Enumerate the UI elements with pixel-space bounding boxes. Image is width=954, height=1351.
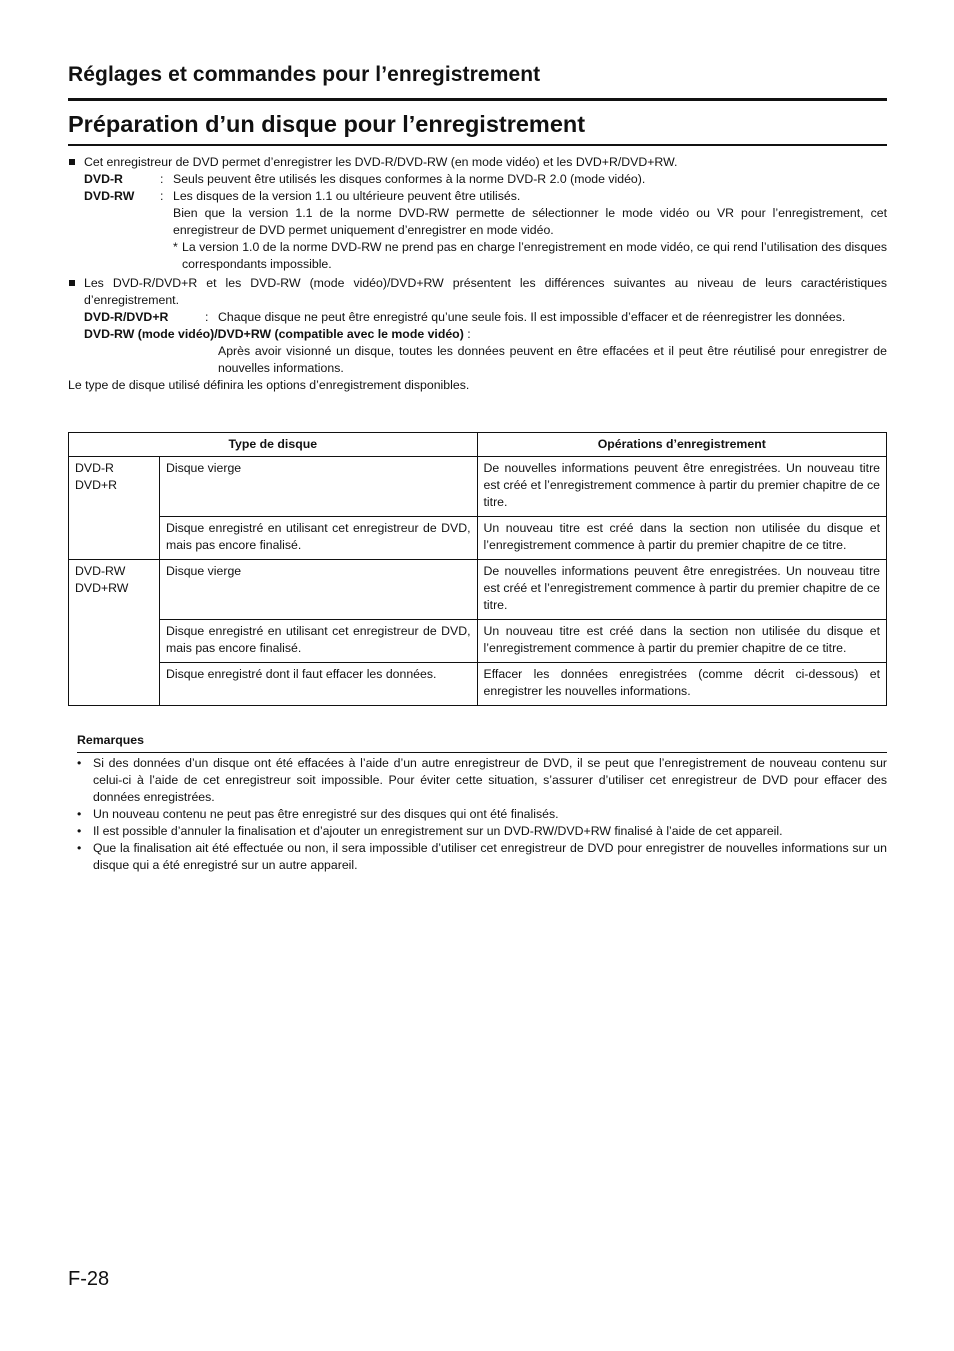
dvdr-plus-label: DVD-R/DVD+R	[84, 310, 169, 324]
intro-p2-text: Les DVD-R/DVD+R et les DVD-RW (mode vidéo)/DVD+RW présentent les différences suivantes au niveau de leurs caractéristiques d’enregistrement.	[84, 276, 887, 307]
disc-state-cell: Disque vierge	[159, 457, 477, 517]
dvdrw-text-block	[173, 188, 887, 273]
table-header-row	[69, 433, 887, 457]
remark-text: Un nouveau contenu ne peut pas être enregistré sur des disques qui ont été finalisés.	[93, 807, 559, 821]
operation-cell: Effacer les données enregistrées (comme décrit ci-dessous) et enregistrer les nouvelles informations.	[477, 663, 886, 706]
note-asterisk: *	[173, 240, 178, 254]
dvdr-label: DVD-R	[84, 172, 123, 186]
bullet-icon: •	[77, 841, 82, 855]
table-row	[69, 663, 887, 706]
disc-type: DVD+RW	[75, 581, 129, 595]
header-disc-type: Type de disque	[69, 433, 478, 457]
intro-paragraph-2	[68, 275, 887, 309]
operation-cell: De nouvelles informations peuvent être enregistrées. Un nouveau titre est créé et l’enregistrement commence à partir du premier chapitre de ce titre.	[477, 560, 886, 620]
dvdrw-plus-text: Après avoir visionné un disque, toutes les données peuvent en être effacées et il peut être réutilisé pour enregistrer de nouvelles informations.	[218, 344, 887, 375]
remarks-list	[77, 755, 887, 874]
disc-type: DVD+R	[75, 478, 118, 492]
section-rule	[68, 98, 887, 101]
dvdrw-text-2: Bien que la version 1.1 de la norme DVD-RW permette de sélectionner le mode vidéo ou VR pour l’enregistrement, cet enregistreur de DVD permet uniquement d’enregistrer en mode vidéo.	[173, 206, 887, 237]
dvdrw-plus-definition	[68, 326, 887, 377]
intro-text	[68, 154, 887, 394]
table-row	[69, 560, 887, 620]
dvdr-plus-text: Chaque disque ne peut être enregistré qu’une seule fois. Il est impossible d’effacer et de réenregistrer les données.	[218, 310, 846, 324]
intro-paragraph-1	[68, 154, 887, 171]
page-title: Préparation d’un disque pour l’enregistrement	[68, 111, 586, 137]
disc-state-cell: Disque enregistré dont il faut effacer les données.	[159, 663, 477, 706]
section-title: Réglages et commandes pour l’enregistrement	[68, 63, 541, 86]
colon: :	[205, 310, 209, 324]
disc-type-cell	[69, 560, 160, 706]
header-operations: Opérations d’enregistrement	[477, 433, 886, 457]
dvdrw-note	[173, 239, 887, 273]
intro-p1-text: Cet enregistreur de DVD permet d’enregistrer les DVD-R/DVD-RW (en mode vidéo) et les DVD+R/DVD+RW.	[84, 155, 678, 169]
remark-text: Il est possible d’annuler la finalisation et d’ajouter un enregistrement sur un DVD-RW/DVD+RW finalisé à l’aide de cet appareil.	[93, 824, 783, 838]
dvdrw-plus-label: DVD-RW (mode vidéo)/DVD+RW (compatible avec le mode vidéo)	[84, 327, 464, 341]
dvdr-plus-definition	[68, 309, 887, 326]
disc-state-cell: Disque enregistré en utilisant cet enregistreur de DVD, mais pas encore finalisé.	[159, 620, 477, 663]
disc-type: DVD-RW	[75, 564, 126, 578]
disc-operations-table	[68, 432, 887, 706]
dvdrw-text-1: Les disques de la version 1.1 ou ultérieure peuvent être utilisés.	[173, 189, 521, 203]
bullet-icon: •	[77, 824, 82, 838]
colon: :	[467, 327, 471, 341]
disc-state-cell: Disque vierge	[159, 560, 477, 620]
table-row	[69, 457, 887, 517]
list-item	[77, 806, 887, 823]
dvdrw-label: DVD-RW	[84, 189, 135, 203]
list-item	[77, 823, 887, 840]
square-bullet-icon	[69, 159, 75, 165]
dvdrw-definition	[68, 188, 887, 273]
dvdrw-note-text: La version 1.0 de la norme DVD-RW ne prend pas en charge l’enregistrement en mode vidéo, ce qui rend l’utilisation des disques correspondants impossible.	[182, 240, 887, 271]
page-number: F-28	[68, 1268, 110, 1290]
list-item	[77, 840, 887, 874]
list-item	[77, 755, 887, 806]
table-row	[69, 517, 887, 560]
operation-cell: Un nouveau titre est créé dans la section non utilisée du disque et l’enregistrement commence à partir du premier chapitre de ce titre.	[477, 517, 886, 560]
colon: :	[160, 172, 164, 186]
operation-cell: Un nouveau titre est créé dans la section non utilisée du disque et l’enregistrement commence à partir du premier chapitre de ce titre.	[477, 620, 886, 663]
remarks-title: Remarques	[77, 733, 144, 747]
remark-text: Si des données d’un disque ont été effacées à l’aide d’un autre enregistreur de DVD, il se peut que l’enregistrement de nouveau contenu sur celui-ci à l’aide de cet enregistreur soit impossible. Pour éviter cette situation, s’assurer d’utiliser cet enregistreur de DVD pour effacer des données enregistrées.	[93, 756, 887, 804]
disc-type-cell	[69, 457, 160, 560]
bullet-icon: •	[77, 756, 82, 770]
intro-closing: Le type de disque utilisé définira les options d’enregistrement disponibles.	[68, 378, 470, 392]
title-rule	[68, 144, 887, 146]
square-bullet-icon	[69, 280, 75, 286]
bullet-icon: •	[77, 807, 82, 821]
table-row	[69, 620, 887, 663]
colon: :	[160, 189, 164, 203]
remark-text: Que la finalisation ait été effectuée ou non, il sera impossible d’utiliser cet enregistreur de DVD pour enregistrer de nouvelles informations sur un disque qui a été enregistré sur un autre appareil.	[93, 841, 887, 872]
dvdr-text: Seuls peuvent être utilisés les disques conformes à la norme DVD-R 2.0 (mode vidéo).	[173, 172, 646, 186]
disc-state-cell: Disque enregistré en utilisant cet enregistreur de DVD, mais pas encore finalisé.	[159, 517, 477, 560]
remarks-rule	[77, 752, 887, 753]
operation-cell: De nouvelles informations peuvent être enregistrées. Un nouveau titre est créé et l’enregistrement commence à partir du premier chapitre de ce titre.	[477, 457, 886, 517]
disc-type: DVD-R	[75, 461, 114, 475]
dvdr-definition	[68, 171, 887, 188]
